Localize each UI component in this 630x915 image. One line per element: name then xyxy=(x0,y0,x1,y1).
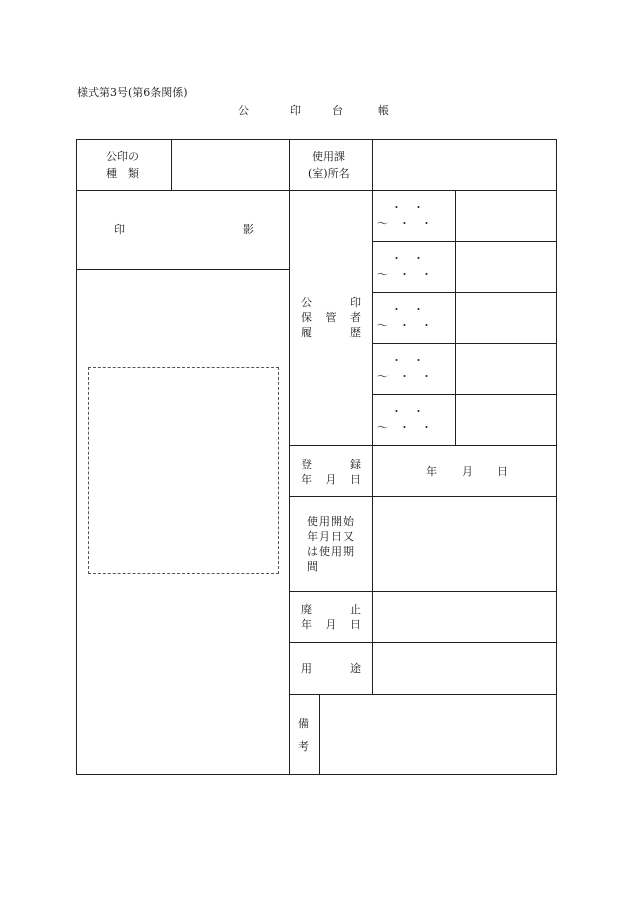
form-number: 様式第3号(第6条関係) xyxy=(77,86,188,99)
custodian-label-line2: 保 管 者 xyxy=(301,311,361,324)
table-divider-main xyxy=(289,139,290,775)
remarks-label-line1: 備 xyxy=(298,717,309,730)
table-divider-label-col xyxy=(372,139,373,694)
history-date-to: ～ ・ ・ xyxy=(377,268,432,281)
table-row-line xyxy=(289,496,556,497)
title-char: 印 xyxy=(290,104,301,117)
history-date-from: ・ ・ xyxy=(391,405,424,418)
table-row-line xyxy=(372,292,556,293)
seal-type-label-line2: 種 類 xyxy=(106,167,139,180)
history-date-from: ・ ・ xyxy=(391,252,424,265)
history-date-from: ・ ・ xyxy=(391,303,424,316)
table-row-line xyxy=(372,343,556,344)
start-label-line3: は使用期 xyxy=(307,545,355,558)
table-row-line xyxy=(289,190,556,191)
remarks-label-line2: 考 xyxy=(298,740,309,753)
start-label-line1: 使用開始 xyxy=(307,515,355,528)
table-border-left xyxy=(76,139,77,775)
seal-type-label-line1: 公印の xyxy=(106,150,139,163)
reg-date-label-line1: 登 録 xyxy=(301,458,361,471)
title-char: 台 xyxy=(332,104,343,117)
abolish-label-line1: 廃 止 xyxy=(301,603,361,616)
custodian-label-line3: 履 歴 xyxy=(301,326,361,339)
table-row-line xyxy=(289,694,556,695)
table-border-right xyxy=(556,139,557,775)
start-label-line2: 年月日又 xyxy=(307,530,355,543)
dept-label-line1: 使用課 xyxy=(312,150,345,163)
reg-date-label-line2: 年 月 日 xyxy=(301,473,361,486)
history-date-to: ～ ・ ・ xyxy=(377,217,432,230)
start-label-line4: 間 xyxy=(307,560,318,573)
seal-impression-area xyxy=(88,367,279,574)
table-divider-history xyxy=(455,190,456,446)
table-divider-remarks xyxy=(319,694,320,775)
history-date-to: ～ ・ ・ xyxy=(377,319,432,332)
history-date-from: ・ ・ xyxy=(391,354,424,367)
title-char: 帳 xyxy=(378,104,389,117)
reg-date-month: 月 xyxy=(462,465,473,478)
reg-date-day: 日 xyxy=(497,465,508,478)
table-divider-seal-type xyxy=(171,139,172,190)
reg-date-year: 年 xyxy=(426,465,437,478)
table-row-line xyxy=(289,445,556,446)
history-date-to: ～ ・ ・ xyxy=(377,421,432,434)
table-border-top xyxy=(76,139,557,140)
title-char: 公 xyxy=(238,104,249,117)
custodian-label-line1: 公 印 xyxy=(301,296,361,309)
history-date-from: ・ ・ xyxy=(391,201,424,214)
abolish-label-line2: 年 月 日 xyxy=(301,618,361,631)
usage-label: 用 途 xyxy=(301,662,361,675)
dept-label-line2: (室)所名 xyxy=(308,167,350,180)
impression-label-right: 影 xyxy=(243,223,254,236)
table-row-line xyxy=(372,394,556,395)
history-date-to: ～ ・ ・ xyxy=(377,370,432,383)
table-row-line xyxy=(372,241,556,242)
table-row-line xyxy=(289,591,556,592)
table-row-line xyxy=(76,269,289,270)
table-row-line xyxy=(76,190,289,191)
table-border-bottom xyxy=(76,774,557,775)
impression-label-left: 印 xyxy=(114,223,125,236)
table-row-line xyxy=(289,642,556,643)
